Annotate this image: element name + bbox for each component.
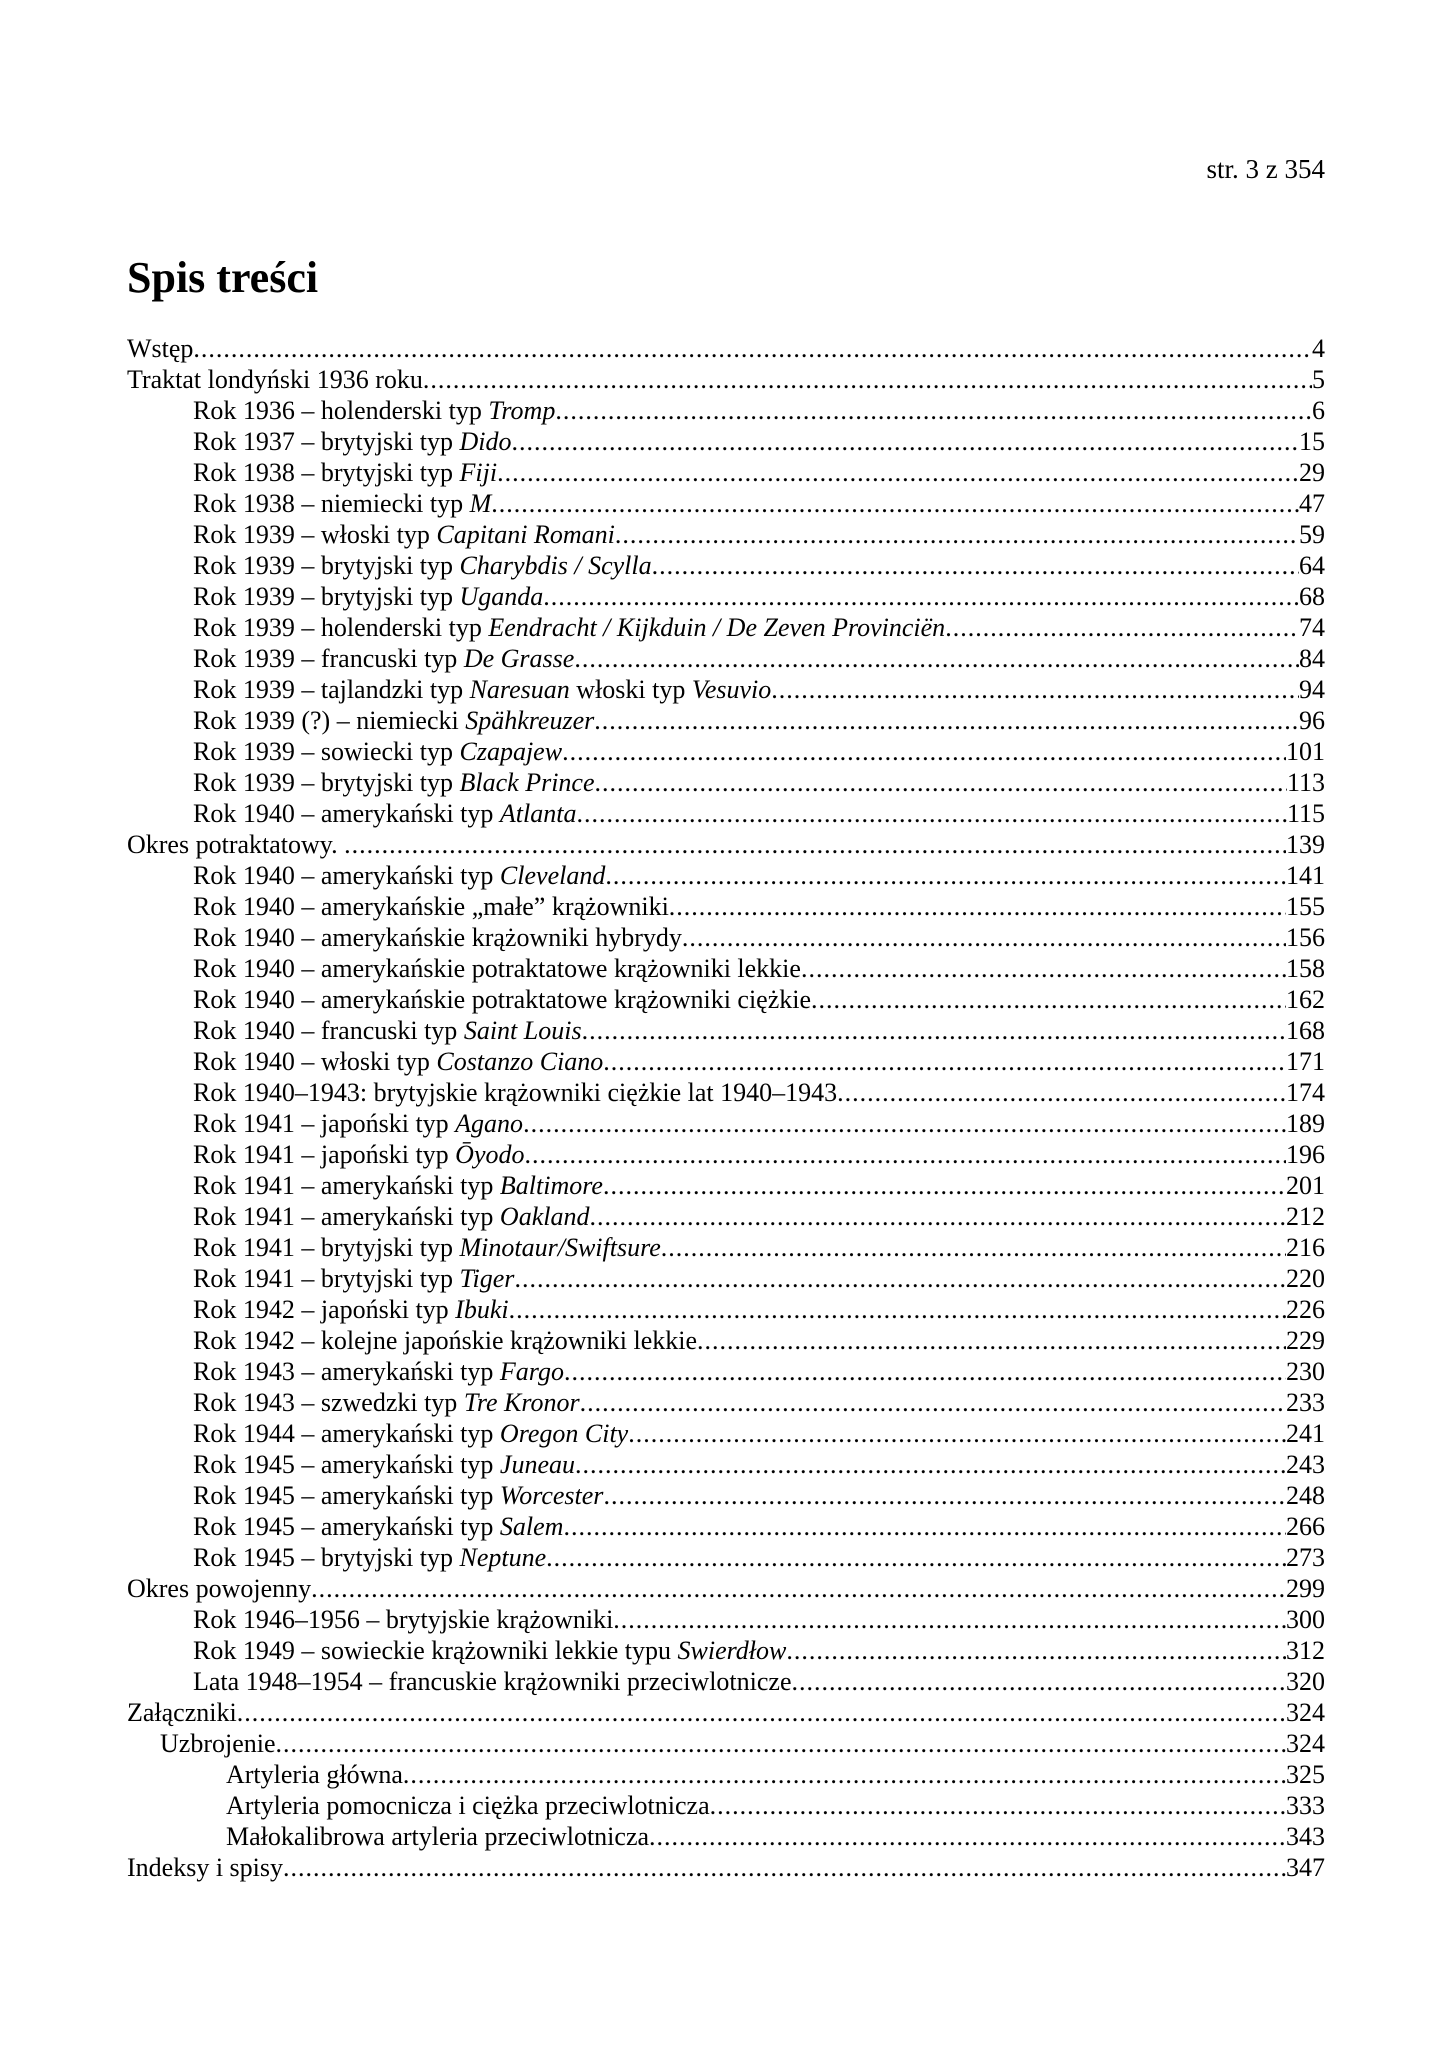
toc-entry-page: 325 — [1286, 1760, 1325, 1789]
toc-entry — [127, 1573, 1325, 1604]
toc-entry-page: 162 — [1286, 985, 1325, 1014]
toc-leader-dots — [491, 488, 1299, 519]
toc-entry — [127, 1728, 1325, 1759]
toc-entry-page: 299 — [1286, 1574, 1325, 1603]
toc-leader-dots — [603, 1480, 1286, 1511]
toc-entry-label: Załączniki — [127, 1698, 237, 1727]
toc-entry-page: 220 — [1286, 1264, 1325, 1293]
toc-entry-page: 94 — [1299, 675, 1325, 704]
toc-entry-label: Rok 1939 (?) – niemiecki Spähkreuzer — [193, 706, 595, 735]
toc-entry-label: Uzbrojenie — [160, 1729, 276, 1758]
toc-entry-page: 64 — [1299, 551, 1325, 580]
toc-entry — [127, 1418, 1325, 1449]
toc-leader-dots — [543, 581, 1299, 612]
toc-entry-page: 115 — [1286, 799, 1325, 828]
toc-entry — [127, 1015, 1325, 1046]
toc-leader-dots — [661, 1232, 1286, 1263]
toc-entry — [127, 1449, 1325, 1480]
toc-leader-dots — [575, 1449, 1286, 1480]
toc-leader-dots — [811, 984, 1286, 1015]
toc-entry-page: 196 — [1286, 1140, 1325, 1169]
toc-leader-dots — [555, 395, 1312, 426]
toc-entry-label: Małokalibrowa artyleria przeciwlotnicza — [226, 1822, 650, 1851]
toc-title: Spis treści — [127, 253, 319, 302]
toc-entry-label: Rok 1938 – niemiecki typ M — [193, 489, 492, 518]
toc-entry-label: Okres powojenny — [127, 1574, 312, 1603]
toc-leader-dots — [615, 519, 1299, 550]
toc-leader-dots — [523, 1108, 1286, 1139]
toc-entry-page: 300 — [1286, 1605, 1325, 1634]
toc-entry-label: Rok 1939 – holenderski typ Eendracht / Kijkduin / De Zeven Provinciën — [193, 613, 946, 642]
toc-entry-page: 29 — [1299, 458, 1325, 487]
toc-entry-label: Rok 1939 – francuski typ De Grasse — [193, 644, 575, 673]
toc-leader-dots — [652, 550, 1299, 581]
toc-leader-dots — [669, 891, 1286, 922]
toc-entry — [127, 519, 1325, 550]
toc-entry-label: Lata 1948–1954 – francuskie krążowniki przeciwlotnicze — [193, 1667, 792, 1696]
toc-leader-dots — [649, 1821, 1286, 1852]
toc-entry-label: Rok 1949 – sowieckie krążowniki lekkie typu Swierdłow — [193, 1636, 787, 1665]
toc-entry-label: Rok 1945 – amerykański typ Juneau — [193, 1450, 576, 1479]
toc-leader-dots — [801, 953, 1286, 984]
toc-entry-label: Rok 1941 – japoński typ Ōyodo — [193, 1140, 525, 1169]
toc-leader-dots — [237, 1697, 1286, 1728]
toc-entry-label: Okres potraktatowy. — [127, 830, 345, 859]
toc-entry-label: Artyleria główna — [226, 1760, 403, 1789]
toc-leader-dots — [576, 798, 1286, 829]
toc-entry — [127, 1604, 1325, 1635]
toc-entry — [127, 395, 1325, 426]
toc-leader-dots — [423, 364, 1312, 395]
toc-entry — [127, 922, 1325, 953]
toc-entry — [127, 550, 1325, 581]
toc-leader-dots — [525, 1139, 1287, 1170]
page-header — [127, 154, 1325, 185]
toc-entry-page: 4 — [1312, 334, 1325, 363]
toc-leader-dots — [605, 860, 1286, 891]
toc-entry-label: Rok 1940 – włoski typ Costanzo Ciano — [193, 1047, 604, 1076]
toc-leader-dots — [562, 736, 1286, 767]
toc-leader-dots — [546, 1542, 1286, 1573]
toc-entry-page: 168 — [1286, 1016, 1325, 1045]
toc-leader-dots — [344, 829, 1286, 860]
toc-entry-page: 241 — [1286, 1419, 1325, 1448]
toc-entry — [127, 1697, 1325, 1728]
toc-entry — [127, 612, 1325, 643]
toc-entry-page: 189 — [1286, 1109, 1325, 1138]
toc-entry — [127, 829, 1325, 860]
toc-entry-page: 174 — [1286, 1078, 1325, 1107]
toc-entry — [127, 1356, 1325, 1387]
toc-leader-dots — [603, 1046, 1286, 1077]
toc-entry-page: 84 — [1299, 644, 1325, 673]
toc-entry — [127, 643, 1325, 674]
toc-entry — [127, 1325, 1325, 1356]
toc-entry-page: 6 — [1312, 396, 1325, 425]
toc-entry — [127, 426, 1325, 457]
toc-leader-dots — [497, 457, 1299, 488]
page-number-indicator: str. 3 z 354 — [1206, 154, 1325, 184]
toc-entry — [127, 1263, 1325, 1294]
toc-list — [127, 333, 1325, 1883]
toc-entry-label: Rok 1940 – francuski typ Saint Louis — [193, 1016, 582, 1045]
toc-entry — [127, 1294, 1325, 1325]
toc-entry-label: Indeksy i spisy — [127, 1853, 283, 1882]
toc-entry — [127, 1139, 1325, 1170]
toc-entry-label: Rok 1937 – brytyjski typ Dido — [193, 427, 512, 456]
toc-entry-page: 229 — [1286, 1326, 1325, 1355]
toc-entry-page: 15 — [1299, 427, 1325, 456]
toc-entry-label: Rok 1939 – tajlandzki typ Naresuan włoski typ Vesuvio — [193, 675, 772, 704]
toc-entry — [127, 488, 1325, 519]
toc-entry-label: Rok 1946–1956 – brytyjskie krążowniki — [193, 1605, 614, 1634]
toc-entry-label: Rok 1941 – japoński typ Agano — [193, 1109, 524, 1138]
toc-entry-label: Rok 1939 – brytyjski typ Uganda — [193, 582, 544, 611]
toc-leader-dots — [594, 705, 1299, 736]
toc-entry-label: Rok 1938 – brytyjski typ Fiji — [193, 458, 498, 487]
toc-entry-page: 312 — [1286, 1636, 1325, 1665]
toc-entry — [127, 705, 1325, 736]
toc-entry-page: 324 — [1286, 1729, 1325, 1758]
toc-entry-label: Rok 1940–1943: brytyjskie krążowniki ciężkie lat 1940–1943 — [193, 1078, 838, 1107]
toc-entry-label: Rok 1942 – kolejne japońskie krążowniki lekkie — [193, 1326, 698, 1355]
toc-entry-page: 343 — [1286, 1822, 1325, 1851]
toc-entry-page: 96 — [1299, 706, 1325, 735]
toc-entry-page: 201 — [1286, 1171, 1325, 1200]
toc-entry-page: 139 — [1286, 830, 1325, 859]
toc-entry — [127, 767, 1325, 798]
toc-leader-dots — [628, 1418, 1286, 1449]
toc-entry-label: Rok 1941 – brytyjski typ Minotaur/Swiftsure — [193, 1233, 661, 1262]
toc-entry — [127, 581, 1325, 612]
toc-leader-dots — [710, 1790, 1286, 1821]
toc-entry-label: Rok 1940 – amerykański typ Cleveland — [193, 861, 606, 890]
toc-entry — [127, 736, 1325, 767]
toc-entry — [127, 674, 1325, 705]
toc-entry — [127, 1077, 1325, 1108]
toc-entry-page: 243 — [1286, 1450, 1325, 1479]
toc-entry-page: 156 — [1286, 923, 1325, 952]
toc-entry — [127, 798, 1325, 829]
toc-entry-page: 347 — [1286, 1853, 1325, 1882]
toc-entry-label: Rok 1945 – brytyjski typ Neptune — [193, 1543, 547, 1572]
toc-leader-dots — [792, 1666, 1287, 1697]
toc-entry — [127, 1201, 1325, 1232]
toc-leader-dots — [283, 1852, 1286, 1883]
toc-entry — [127, 1108, 1325, 1139]
toc-entry-label: Rok 1940 – amerykańskie krążowniki hybrydy — [193, 923, 682, 952]
toc-entry — [127, 891, 1325, 922]
toc-leader-dots — [563, 1511, 1286, 1542]
toc-entry — [127, 984, 1325, 1015]
toc-leader-dots — [771, 674, 1299, 705]
toc-entry-label: Rok 1939 – włoski typ Capitani Romani — [193, 520, 615, 549]
toc-entry — [127, 457, 1325, 488]
toc-leader-dots — [509, 1294, 1286, 1325]
toc-entry — [127, 1170, 1325, 1201]
toc-entry-page: 248 — [1286, 1481, 1325, 1510]
toc-leader-dots — [512, 426, 1299, 457]
toc-entry-page: 155 — [1286, 892, 1325, 921]
toc-entry-label: Rok 1941 – amerykański typ Baltimore — [193, 1171, 603, 1200]
toc-entry-label: Rok 1944 – amerykański typ Oregon City — [193, 1419, 629, 1448]
toc-entry — [127, 1387, 1325, 1418]
toc-entry-page: 273 — [1286, 1543, 1325, 1572]
toc-leader-dots — [786, 1635, 1286, 1666]
toc-entry-page: 233 — [1286, 1388, 1325, 1417]
toc-leader-dots — [574, 643, 1299, 674]
toc-entry-label: Rok 1945 – amerykański typ Salem — [193, 1512, 564, 1541]
toc-entry-page: 113 — [1286, 768, 1325, 797]
toc-entry — [127, 364, 1325, 395]
toc-entry — [127, 1511, 1325, 1542]
toc-entry-page: 101 — [1286, 737, 1325, 766]
toc-entry-page: 5 — [1312, 365, 1325, 394]
toc-leader-dots — [682, 922, 1286, 953]
toc-entry — [127, 860, 1325, 891]
toc-entry — [127, 1232, 1325, 1263]
toc-entry-page: 266 — [1286, 1512, 1325, 1541]
toc-leader-dots — [276, 1728, 1286, 1759]
toc-entry-page: 324 — [1286, 1698, 1325, 1727]
toc-entry-label: Rok 1942 – japoński typ Ibuki — [193, 1295, 509, 1324]
toc-leader-dots — [193, 333, 1312, 364]
toc-entry-label: Rok 1940 – amerykańskie „małe” krążowniki — [193, 892, 669, 921]
toc-entry-page: 212 — [1286, 1202, 1325, 1231]
toc-entry — [127, 953, 1325, 984]
toc-leader-dots — [697, 1325, 1286, 1356]
toc-leader-dots — [582, 1015, 1286, 1046]
toc-leader-dots — [837, 1077, 1286, 1108]
toc-entry-page: 171 — [1286, 1047, 1325, 1076]
toc-entry-label: Wstęp — [127, 334, 194, 363]
toc-entry-page: 226 — [1286, 1295, 1325, 1324]
toc-entry-label: Rok 1941 – amerykański typ Oakland — [193, 1202, 590, 1231]
toc-entry-label: Rok 1943 – szwedzki typ Tre Kronor — [193, 1388, 580, 1417]
toc-leader-dots — [564, 1356, 1286, 1387]
toc-entry — [127, 1666, 1325, 1697]
toc-entry-label: Traktat londyński 1936 roku — [127, 365, 423, 394]
toc-entry — [127, 1542, 1325, 1573]
toc-leader-dots — [595, 767, 1287, 798]
toc-leader-dots — [311, 1573, 1286, 1604]
toc-entry-page: 333 — [1286, 1791, 1325, 1820]
toc-leader-dots — [403, 1759, 1286, 1790]
toc-entry-page: 216 — [1286, 1233, 1325, 1262]
toc-leader-dots — [580, 1387, 1286, 1418]
toc-entry — [127, 1635, 1325, 1666]
toc-entry-label: Rok 1941 – brytyjski typ Tiger — [193, 1264, 515, 1293]
toc-entry — [127, 1790, 1325, 1821]
toc-entry-page: 320 — [1286, 1667, 1325, 1696]
toc-entry-page: 59 — [1299, 520, 1325, 549]
toc-entry-page: 74 — [1299, 613, 1325, 642]
toc-entry-label: Rok 1939 – brytyjski typ Charybdis / Scylla — [193, 551, 652, 580]
toc-entry-label: Rok 1940 – amerykańskie potraktatowe krążowniki lekkie — [193, 954, 801, 983]
toc-entry-page: 68 — [1299, 582, 1325, 611]
toc-leader-dots — [514, 1263, 1286, 1294]
toc-entry-label: Rok 1943 – amerykański typ Fargo — [193, 1357, 564, 1386]
toc-leader-dots — [603, 1170, 1286, 1201]
toc-leader-dots — [945, 612, 1299, 643]
toc-entry-label: Rok 1936 – holenderski typ Tromp — [193, 396, 556, 425]
toc-entry — [127, 1759, 1325, 1790]
toc-entry — [127, 333, 1325, 364]
toc-entry-page: 141 — [1286, 861, 1325, 890]
toc-entry-page: 230 — [1286, 1357, 1325, 1386]
toc-leader-dots — [613, 1604, 1286, 1635]
toc-entry-label: Rok 1939 – sowiecki typ Czapajew — [193, 737, 563, 766]
toc-entry — [127, 1480, 1325, 1511]
toc-entry-label: Rok 1940 – amerykańskie potraktatowe krążowniki ciężkie — [193, 985, 812, 1014]
toc-entry-label: Artyleria pomocnicza i ciężka przeciwlotnicza — [226, 1791, 710, 1820]
toc-entry-page: 158 — [1286, 954, 1325, 983]
toc-entry-label: Rok 1939 – brytyjski typ Black Prince — [193, 768, 595, 797]
toc-entry — [127, 1852, 1325, 1883]
toc-entry — [127, 1046, 1325, 1077]
toc-entry-label: Rok 1940 – amerykański typ Atlanta — [193, 799, 577, 828]
toc-entry — [127, 1821, 1325, 1852]
toc-entry-label: Rok 1945 – amerykański typ Worcester — [193, 1481, 604, 1510]
toc-leader-dots — [589, 1201, 1286, 1232]
toc-entry-page: 47 — [1299, 489, 1325, 518]
